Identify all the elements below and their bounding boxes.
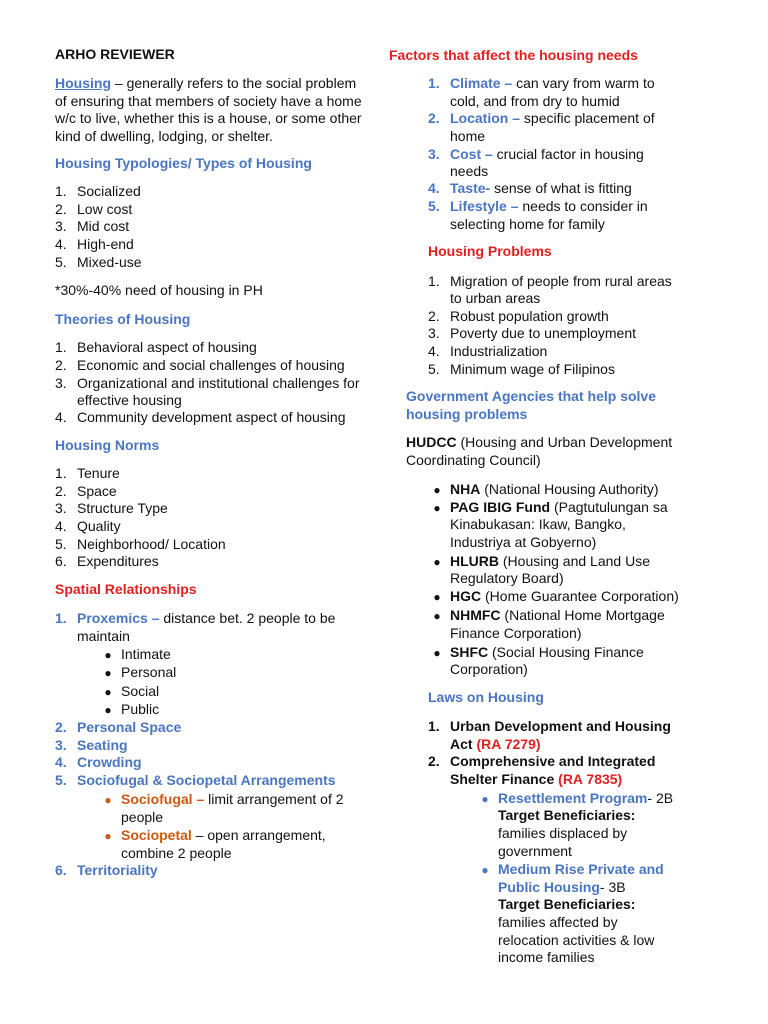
socio-arrangements-item: 5. Sociofugal & Sociopetal Arrangements (55, 772, 336, 788)
typology-item: 4. High-end (55, 236, 134, 252)
factor-item-cont: needs (450, 163, 489, 179)
law-item-1: 1. Urban Development and Housing (428, 718, 671, 734)
resettlement-program-item: ● Resettlement Program- 2B (481, 790, 674, 806)
law-item-1-cont: Act (RA 7279) (450, 736, 541, 752)
theory-item: 2. Economic and social challenges of housing (55, 357, 345, 373)
theory-item-cont: effective housing (77, 392, 182, 408)
housing-definition-line-3: w/c to live, whether this is a house, or some other (55, 110, 362, 126)
norm-item: 2. Space (55, 483, 117, 499)
beneficiaries-text: relocation activities & low (498, 932, 655, 948)
housing-definition-line-1 (55, 74, 356, 92)
law-item-2: 2. Comprehensive and Integrated (428, 753, 656, 769)
factor-item-cont: cold, and from dry to humid (450, 93, 620, 109)
housing-definition-line-2: of ensuring that members of society have a home (55, 93, 362, 109)
norm-item: 4. Quality (55, 518, 121, 534)
hudcc-cont: Coordinating Council) (406, 452, 541, 468)
agency-item-shfc: ● SHFC (Social Housing Finance (433, 644, 644, 660)
housing-term[interactable]: Housing (55, 75, 111, 91)
factor-item: 3. Cost – crucial factor in housing (428, 146, 644, 162)
factors-heading: Factors that affect the housing needs (389, 47, 638, 63)
agency-item-cont: Finance Corporation) (450, 625, 582, 641)
proxemics-sub-item: ● Intimate (104, 646, 171, 662)
typology-item: 2. Low cost (55, 201, 133, 217)
factor-item: 1. Climate – can vary from warm to (428, 75, 655, 91)
sociopetal-cont: combine 2 people (121, 845, 232, 861)
norm-item: 3. Structure Type (55, 500, 168, 516)
problem-item: 3. Poverty due to unemployment (428, 325, 636, 341)
seating-item: 3. Seating (55, 737, 128, 753)
typology-item: 3. Mid cost (55, 218, 130, 234)
agency-item-cont: Regulatory Board) (450, 570, 564, 586)
proxemics-cont: maintain (77, 628, 130, 644)
theory-item: 4. Community development aspect of housing (55, 409, 346, 425)
factor-item-cont: home (450, 128, 486, 144)
typology-item: 5. Mixed-use (55, 254, 142, 270)
agency-item-nhmfc: ● NHMFC (National Home Mortgage (433, 607, 665, 623)
norm-item: 5. Neighborhood/ Location (55, 536, 226, 552)
crowding-item: 4. Crowding (55, 754, 142, 770)
factor-item: 4. Taste- sense of what is fitting (428, 180, 632, 196)
target-beneficiaries-label: Target Beneficiaries: (498, 807, 636, 823)
medium-rise-item: ● Medium Rise Private and (481, 861, 664, 877)
agency-item-hgc: ● HGC (Home Guarantee Corporation) (433, 588, 679, 604)
proxemics-sub-item: ● Public (104, 701, 160, 717)
theory-item: 1. Behavioral aspect of housing (55, 339, 257, 355)
proxemics-sub-item: ● Social (104, 683, 160, 699)
beneficiaries-text: families displaced by (498, 825, 628, 841)
factor-item-cont: selecting home for family (450, 216, 605, 232)
agency-item-nha: ● NHA (National Housing Authority) (433, 481, 659, 497)
factor-item: 5. Lifestyle – needs to consider in (428, 198, 648, 214)
problem-item: 1. Migration of people from rural areas (428, 273, 672, 289)
problems-heading: Housing Problems (428, 243, 552, 259)
territoriality-item: 6. Territoriality (55, 862, 158, 878)
spatial-heading: Spatial Relationships (55, 581, 197, 597)
proxemics-sub-item: ● Personal (104, 664, 177, 680)
laws-heading: Laws on Housing (428, 689, 544, 705)
sociopetal-item: ● Sociopetal – open arrangement, (104, 827, 326, 843)
problem-item: 2. Robust population growth (428, 308, 609, 324)
problem-item: 5. Minimum wage of Filipinos (428, 361, 615, 377)
problem-item-cont: to urban areas (450, 290, 541, 306)
hudcc-line: HUDCC (Housing and Urban Development (406, 434, 673, 450)
norm-item: 1. Tenure (55, 465, 120, 481)
agency-item-cont: Industriya at Gobyerno) (450, 534, 597, 550)
theory-item: 3. Organizational and institutional challenges for (55, 375, 360, 391)
def-text-1: generally refers to the social problem (126, 75, 357, 91)
proxemics-item: 1. Proxemics – distance bet. 2 people to be (55, 610, 336, 626)
agencies-heading-line-1: Government Agencies that help solve (406, 388, 656, 404)
agency-item-pagibig: ● PAG IBIG Fund (Pagtutulungan sa (433, 499, 668, 515)
agency-item-hlurb: ● HLURB (Housing and Land Use (433, 553, 650, 569)
typology-item: 1. Socialized (55, 183, 141, 199)
beneficiaries-text: government (498, 843, 572, 859)
problem-item: 4. Industrialization (428, 343, 548, 359)
target-beneficiaries-label: Target Beneficiaries: (498, 896, 636, 912)
beneficiaries-text: income families (498, 949, 595, 965)
housing-need-note: *30%-40% need of housing in PH (55, 282, 263, 298)
norm-item: 6. Expenditures (55, 553, 159, 569)
law-item-2-cont: Shelter Finance (RA 7835) (450, 771, 623, 787)
sociofugal-item: ● Sociofugal – limit arrangement of 2 (104, 791, 344, 807)
factor-item: 2. Location – specific placement of (428, 110, 655, 126)
housing-definition-line-4: kind of dwelling, lodging, or shelter. (55, 128, 273, 144)
theories-heading: Theories of Housing (55, 311, 191, 327)
medium-rise-cont: Public Housing- 3B (498, 879, 626, 895)
agencies-heading-line-2: housing problems (406, 406, 528, 422)
agency-item-cont: Corporation) (450, 661, 528, 677)
sociofugal-cont: people (121, 809, 164, 825)
page-title: ARHO REVIEWER (55, 46, 175, 62)
agency-item-cont: Kinabukasan: Ikaw, Bangko, (450, 516, 626, 532)
dash: – (111, 75, 127, 91)
norms-heading: Housing Norms (55, 437, 160, 453)
personal-space-item: 2. Personal Space (55, 719, 182, 735)
typologies-heading: Housing Typologies/ Types of Housing (55, 155, 312, 171)
beneficiaries-text: families affected by (498, 914, 618, 930)
